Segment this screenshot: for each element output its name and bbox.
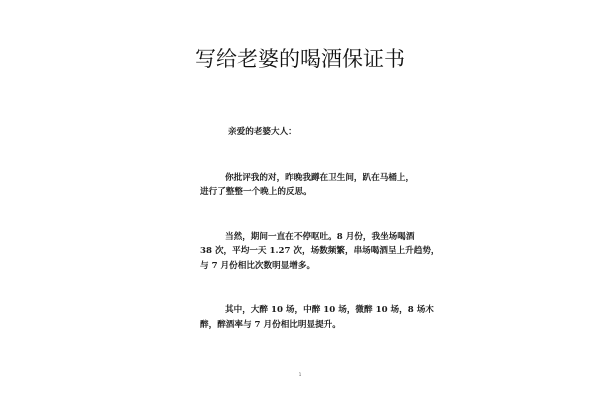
salutation: 亲爱的老婆大人：: [228, 127, 297, 137]
document-title: 写给老婆的喝酒保证书: [195, 47, 405, 71]
page-number: 1: [298, 372, 302, 377]
paragraph-3-line-1: 其中，大醉 10 场，中醉 10 场，微醉 10 场，8 场木: [225, 305, 434, 315]
paragraph-3-line-2: 醉，醉酒率与 7 月份相比明显提升。: [200, 320, 341, 330]
paragraph-2-line-1: 当然，期间一直在不停呕吐。8 月份，我坐场喝酒: [225, 232, 415, 242]
paragraph-2-line-2: 38 次，平均一天 1.27 次，场数频繁，串场喝酒呈上升趋势，: [200, 246, 440, 256]
paragraph-1-line-1: 你批评我的对，昨晚我蹲在卫生间，趴在马桶上，: [225, 173, 415, 183]
paragraph-1-line-2: 进行了整整一个晚上的反思。: [200, 187, 312, 197]
paragraph-2-line-3: 与 7 月份相比次数明显增多。: [200, 261, 316, 271]
